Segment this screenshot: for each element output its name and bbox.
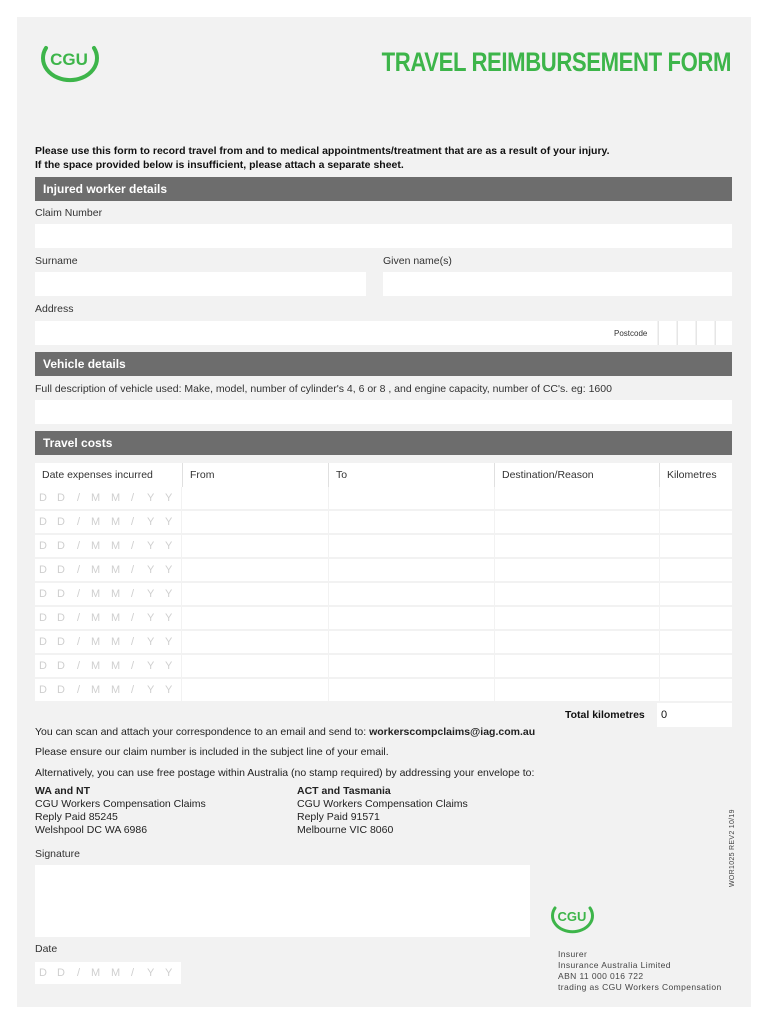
surname-label: Surname [35,255,78,267]
date-cell[interactable]: D D / M M / Y Y [35,583,181,605]
to-cell[interactable] [329,559,494,581]
injured-worker-heading: Injured worker details [35,177,732,201]
vehicle-description-field[interactable] [35,400,732,424]
destination-cell[interactable] [495,655,659,677]
date-cell[interactable]: D D / M M / Y Y [35,631,181,653]
kilometres-cell[interactable] [660,607,732,629]
table-row [35,655,732,677]
date-label: Date [35,943,58,955]
to-cell[interactable] [329,511,494,533]
to-cell[interactable] [329,535,494,557]
postcode-label: Postcode [614,329,648,338]
total-kilometres-label: Total kilometres [565,709,645,721]
address-field[interactable] [35,321,657,345]
kilometres-cell[interactable] [660,511,732,533]
to-cell[interactable] [329,583,494,605]
email-address: workerscompclaims@iag.com.au [369,726,536,738]
to-cell[interactable] [329,655,494,677]
table-row [35,559,732,581]
insurer-details: Insurer Insurance Australia Limited ABN 11 000 016 722 trading as CGU Workers Compensation [558,949,722,992]
date-cell[interactable]: D D / M M / Y Y [35,655,181,677]
destination-cell[interactable] [495,679,659,701]
postage-note: Alternatively, you can use free postage within Australia (no stamp required) by addressing your envelope to: [35,767,535,779]
table-row [35,679,732,701]
cgu-logo [36,34,102,86]
address-act-tas: ACT and Tasmania CGU Workers Compensation Claims Reply Paid 91571 Melbourne VIC 8060 [297,785,468,836]
from-cell[interactable] [182,535,328,557]
svg-text:CGU: CGU [50,50,88,69]
date-field[interactable]: D D / M M / Y Y [35,962,181,984]
intro-text: Please use this form to record travel from and to medical appointments/treatment that are as a result of your injury. If the space provided below is insufficient, please attach a separate sheet. [35,145,610,171]
col-to: To [328,463,494,487]
table-row [35,511,732,533]
destination-cell[interactable] [495,631,659,653]
vehicle-details-heading: Vehicle details [35,352,732,376]
table-row [35,487,732,509]
date-cell[interactable]: D D / M M / Y Y [35,487,181,509]
postcode-digit-4[interactable] [715,321,732,345]
signature-field[interactable] [35,865,530,937]
destination-cell[interactable] [495,607,659,629]
postcode-digit-1[interactable] [658,321,676,345]
from-cell[interactable] [182,487,328,509]
from-cell[interactable] [182,631,328,653]
to-cell[interactable] [329,631,494,653]
form-page [17,17,751,1007]
table-row [35,583,732,605]
col-date: Date expenses incurred [42,469,153,481]
address-wa-nt: WA and NT CGU Workers Compensation Claims Reply Paid 85245 Welshpool DC WA 6986 [35,785,206,836]
kilometres-cell[interactable] [660,535,732,557]
form-title: TRAVEL REIMBURSEMENT FORM [381,47,731,77]
from-cell[interactable] [182,511,328,533]
surname-field[interactable] [35,272,366,296]
date-cell[interactable]: D D / M M / Y Y [35,607,181,629]
col-from: From [182,463,328,487]
date-cell[interactable]: D D / M M / Y Y [35,535,181,557]
table-row [35,631,732,653]
col-destination: Destination/Reason [494,463,659,487]
to-cell[interactable] [329,607,494,629]
from-cell[interactable] [182,559,328,581]
form-code: WOR1025 REV2 10/19 [729,809,736,887]
given-names-field[interactable] [383,272,732,296]
cgu-logo-small [547,897,597,937]
kilometres-cell[interactable] [660,559,732,581]
col-kilometres: Kilometres [659,463,732,487]
from-cell[interactable] [182,655,328,677]
destination-cell[interactable] [495,535,659,557]
destination-cell[interactable] [495,511,659,533]
date-cell[interactable]: D D / M M / Y Y [35,679,181,701]
signature-label: Signature [35,848,80,860]
from-cell[interactable] [182,583,328,605]
travel-costs-heading: Travel costs [35,431,732,455]
total-kilometres-field[interactable]: 0 [657,703,732,727]
email-instruction: You can scan and attach your correspondence to an email and send to: workerscompclaims@iag.com.au [35,726,536,738]
kilometres-cell[interactable] [660,583,732,605]
svg-text:CGU: CGU [557,909,587,924]
kilometres-cell[interactable] [660,631,732,653]
kilometres-cell[interactable] [660,487,732,509]
claim-note: Please ensure our claim number is included in the subject line of your email. [35,746,389,758]
to-cell[interactable] [329,487,494,509]
destination-cell[interactable] [495,583,659,605]
from-cell[interactable] [182,679,328,701]
claim-number-label: Claim Number [35,207,103,219]
postcode-digit-2[interactable] [677,321,695,345]
kilometres-cell[interactable] [660,679,732,701]
given-names-label: Given name(s) [383,255,452,267]
destination-cell[interactable] [495,487,659,509]
date-cell[interactable]: D D / M M / Y Y [35,559,181,581]
date-cell[interactable]: D D / M M / Y Y [35,511,181,533]
postcode-digit-3[interactable] [696,321,714,345]
claim-number-field[interactable] [35,224,732,248]
to-cell[interactable] [329,679,494,701]
table-row [35,607,732,629]
table-row [35,535,732,557]
address-label: Address [35,303,74,315]
destination-cell[interactable] [495,559,659,581]
from-cell[interactable] [182,607,328,629]
vehicle-description-label: Full description of vehicle used: Make, model, number of cylinder's 4, 6 or 8 , and engine capacity, number of CC's. eg: 1600 [35,383,612,395]
kilometres-cell[interactable] [660,655,732,677]
